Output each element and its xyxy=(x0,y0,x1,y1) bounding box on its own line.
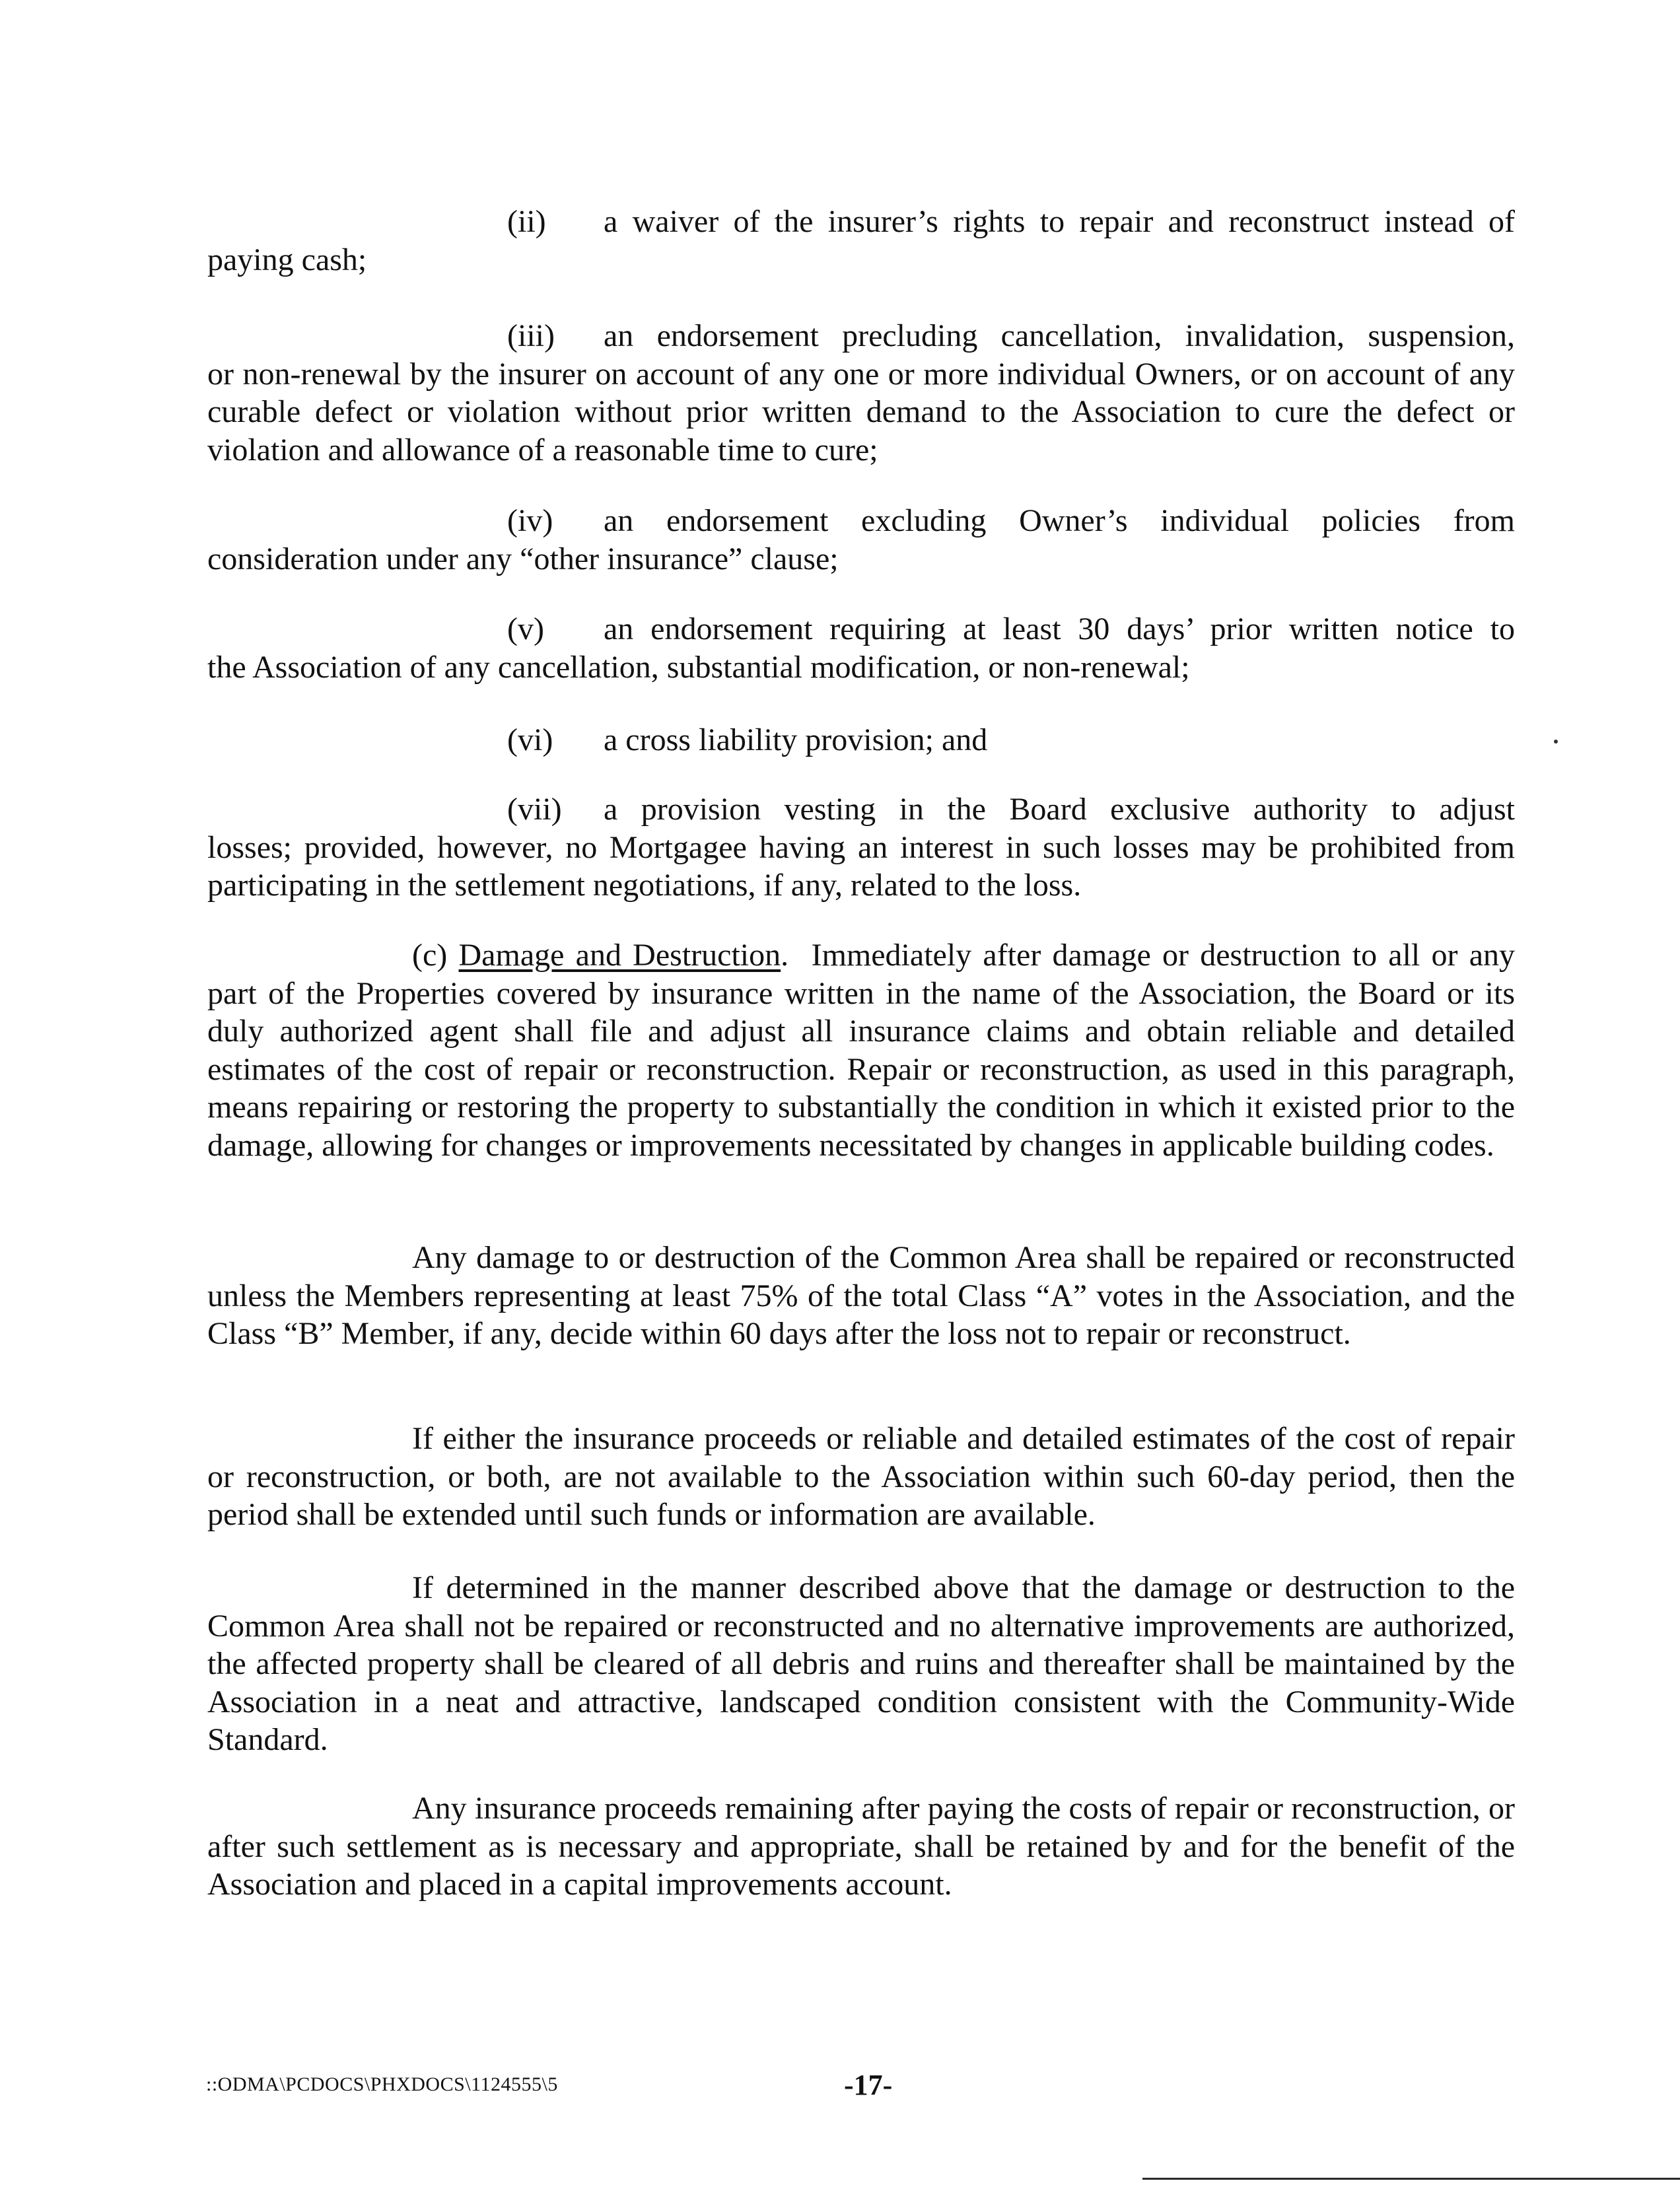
item-number: (iii) xyxy=(507,318,555,353)
section-heading: Damage and Destruction xyxy=(458,938,781,973)
item-number: (v) xyxy=(507,611,544,646)
item-number: (vi) xyxy=(507,722,553,757)
item-number: (ii) xyxy=(507,204,546,239)
item-number: (vii) xyxy=(507,792,562,827)
paragraph-not-repaired: If determined in the manner described above that the damage or destruction to the Common Area shall not be repaired or reconstructed and no alternative improvements are authorized, the affected property shall be cleared of all debris and ruins and thereafter shall be maintained by the Association in a neat and attractive, landscaped condition consistent with the Community-Wide Standard. xyxy=(207,1570,1515,1757)
list-item-ii xyxy=(207,203,1515,279)
list-item-iii xyxy=(207,317,1515,469)
heading-period: . xyxy=(781,938,789,973)
item-continuation: consideration under any “other insurance” clause; xyxy=(207,541,839,576)
item-first-line: a cross liability provision; and xyxy=(604,722,988,757)
item-continuation: losses; provided, however, no Mortgagee having an interest in such losses may be prohibited from participating in the settlement negotiations, if any, related to the loss. xyxy=(207,829,1515,903)
section-label: (c) xyxy=(412,938,448,973)
item-continuation: the Association of any cancellation, substantial modification, or non-renewal; xyxy=(207,649,1190,685)
item-first-line: a provision vesting in the Board exclusive authority to adjust xyxy=(604,792,1515,827)
section-body: Immediately after damage or destruction to all or any part of the Properties covered by insurance written in the name of the Association, the Board or its duly authorized agent shall file and adjust all insurance claims and obtain reliable and detailed estimates of the cost of repair or reconstruction. Repair or reconstruction, as used in this paragraph, means repairing or restoring the property to substantially the condition in which it existed prior to the damage, allowing for changes or improvements necessitated by changes in applicable building codes. xyxy=(207,938,1516,1163)
item-first-line: a waiver of the insurer’s rights to repair and reconstruct instead of xyxy=(604,204,1515,239)
paragraph-remaining-proceeds: Any insurance proceeds remaining after paying the costs of repair or reconstruction, or after such settlement as is necessary and appropriate, shall be retained by and for the benefit of the Association and placed in a capital improvements account. xyxy=(207,1791,1515,1902)
item-first-line: an endorsement precluding cancellation, invalidation, suspension, xyxy=(604,318,1515,353)
scan-speck xyxy=(1554,740,1558,744)
item-first-line: an endorsement requiring at least 30 days’ prior written notice to xyxy=(604,611,1515,646)
item-continuation: or non-renewal by the insurer on account of any one or more individual Owners, or on account of any curable defect or violation without prior written demand to the Association to cure the defect or violation and allowance of a reasonable time to cure; xyxy=(207,356,1515,468)
item-first-line: an endorsement excluding Owner’s individual policies from xyxy=(604,503,1515,538)
page-number: -17- xyxy=(844,2069,893,2101)
paragraph-common-area-repair: Any damage to or destruction of the Common Area shall be repaired or reconstructed unless the Members representing at least 75% of the total Class “A” votes in the Association, and the Class “B” Member, if any, decide within 60 days after the loss not to repair or reconstruct. xyxy=(207,1240,1515,1351)
paragraph-extension-period: If either the insurance proceeds or reliable and detailed estimates of the cost of repair or reconstruction, or both, are not available to the Association within such 60-day period, then the period shall be extended until such funds or information are available. xyxy=(207,1421,1515,1532)
item-number: (iv) xyxy=(507,503,553,538)
item-continuation: paying cash; xyxy=(207,242,367,277)
list-item-iv xyxy=(207,502,1515,578)
section-c-paragraph xyxy=(207,936,1515,1164)
scan-edge-rule xyxy=(1142,2178,1680,2180)
document-code: ::ODMA\PCDOCS\PHXDOCS\1124555\5 xyxy=(206,2073,558,2095)
list-item-vii xyxy=(207,790,1515,905)
list-item-v xyxy=(207,610,1515,686)
list-item-vi xyxy=(207,721,1515,759)
